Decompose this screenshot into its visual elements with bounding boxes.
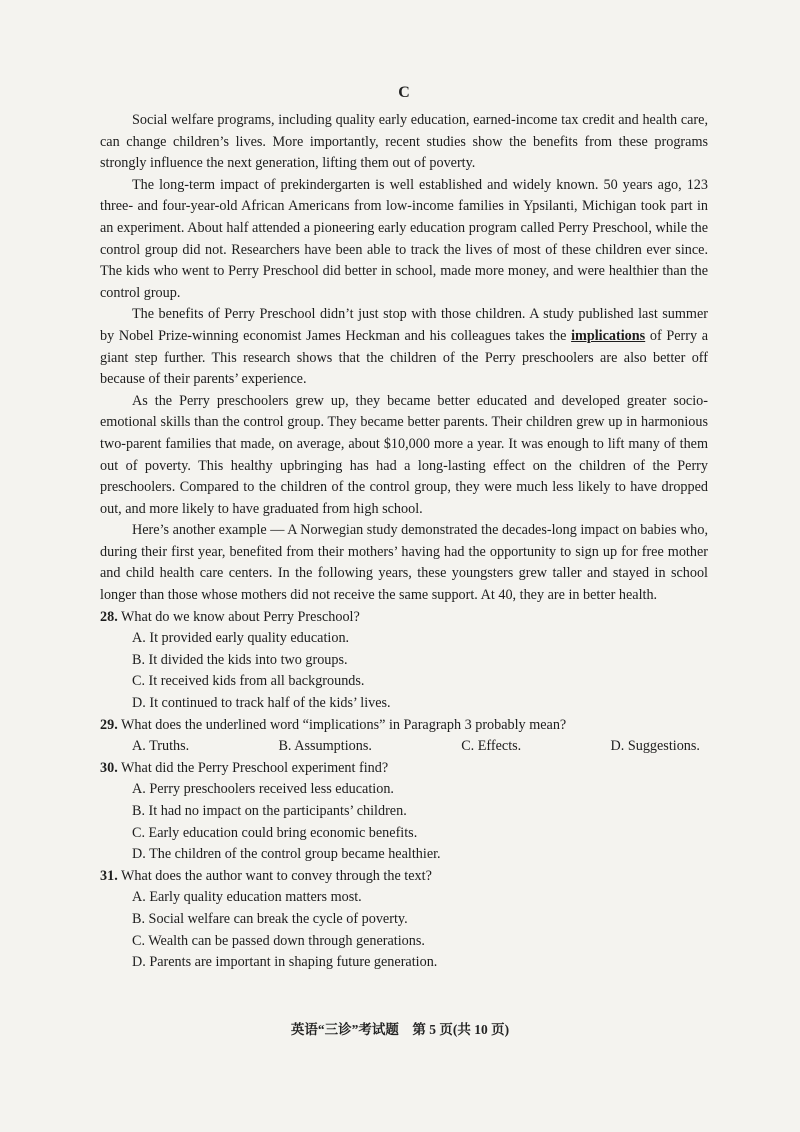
reading-passage (100, 110, 708, 607)
question-stem (100, 758, 708, 780)
option-d[interactable]: D. It continued to track half of the kids’ lives. (132, 695, 391, 712)
section-letter: C (398, 84, 410, 101)
options-list (100, 736, 708, 758)
options-list (100, 887, 708, 973)
page-footer: 英语“三诊”考试题 第 5 页(共 10 页) (290, 1022, 510, 1037)
question-text: What does the underlined word “implications” in Paragraph 3 probably mean? (121, 716, 567, 733)
question-28 (100, 607, 708, 715)
underlined-word-implications: implications (571, 327, 646, 344)
option-a[interactable]: A. Perry preschoolers received less education. (132, 781, 394, 798)
option-a[interactable]: A. Early quality education matters most. (132, 889, 362, 906)
question-number: 28. (100, 608, 118, 625)
option-c[interactable]: C. Wealth can be passed down through generations. (132, 932, 425, 949)
question-stem (100, 715, 708, 737)
options-list (100, 779, 708, 865)
option-b[interactable]: B. It divided the kids into two groups. (132, 651, 348, 668)
option-a[interactable]: A. Truths. (132, 738, 190, 755)
question-text: What do we know about Perry Preschool? (121, 608, 360, 625)
option-d[interactable]: D. The children of the control group became healthier. (132, 846, 441, 863)
option-b[interactable]: B. Assumptions. (278, 738, 372, 755)
option-c[interactable]: C. It received kids from all backgrounds. (132, 673, 365, 690)
option-b[interactable]: B. Social welfare can break the cycle of poverty. (132, 910, 408, 927)
paragraph-1: Social welfare programs, including quality early education, earned-income tax credit and health care, can change children’s lives. More importantly, recent studies show the benefits from these programs strongly influence the next generation, lifting them out of poverty. (100, 112, 708, 172)
question-number: 29. (100, 716, 118, 733)
options-list (100, 628, 708, 714)
question-30 (100, 758, 708, 866)
paragraph-3-after: of Perry a giant step further. This research shows that the children of the Perry preschoolers are also better off because of their parents’ experience. (100, 327, 708, 388)
paragraph-4: As the Perry preschoolers grew up, they became better educated and developed greater socio-emotional skills than the control group. They became better parents. Their children grew up in harmonious two-parent families that made, on average, about $10,000 more a year. It was enough to lift many of them out of poverty. This healthy upbringing has had a long-lasting effect on the children of the Perry preschoolers. Compared to the children of the control group, they were much less likely to have dropped out, and more likely to have graduated from high school. (100, 392, 708, 517)
option-d[interactable]: D. Parents are important in shaping future generation. (132, 954, 438, 971)
option-c[interactable]: C. Early education could bring economic benefits. (132, 824, 418, 841)
option-d[interactable]: D. Suggestions. (610, 738, 700, 755)
question-stem (100, 866, 708, 888)
option-c[interactable]: C. Effects. (461, 738, 522, 755)
option-a[interactable]: A. It provided early quality education. (132, 630, 350, 647)
question-stem (100, 607, 708, 629)
question-text: What does the author want to convey through the text? (121, 867, 432, 884)
question-text: What did the Perry Preschool experiment find? (121, 759, 389, 776)
paragraph-3 (100, 304, 708, 390)
question-number: 30. (100, 759, 118, 776)
option-b[interactable]: B. It had no impact on the participants’ children. (132, 803, 407, 819)
paragraph-5: Here’s another example — A Norwegian study demonstrated the decades-long impact on babies who, during their first year, benefited from their mothers’ having had the opportunity to sign up for free mother and child health care centers. In the following years, these youngsters grew taller and stayed in school longer than those whose mothers did not receive the same support. At 40, they are in better health. (100, 522, 709, 604)
question-31 (100, 866, 708, 974)
paragraph-3-before: The benefits of Perry Preschool didn’t just stop with those children. A study published last summer by Nobel Prize-winning economist James Heckman and his colleagues takes the (100, 306, 708, 344)
paragraph-2: The long-term impact of prekindergarten is well established and widely known. 50 years ago, 123 three- and four-year-old African Americans from low-income families in Ypsilanti, Michigan took part in an experiment. About half attended a pioneering early education program called Perry Preschool, while the control group did not. Researchers have been able to track the lives of most of these children ever since. The kids who went to Perry Preschool did better in school, made more money, and were healthier than the control group. (100, 176, 708, 301)
question-29 (100, 715, 708, 758)
question-number: 31. (100, 867, 118, 884)
